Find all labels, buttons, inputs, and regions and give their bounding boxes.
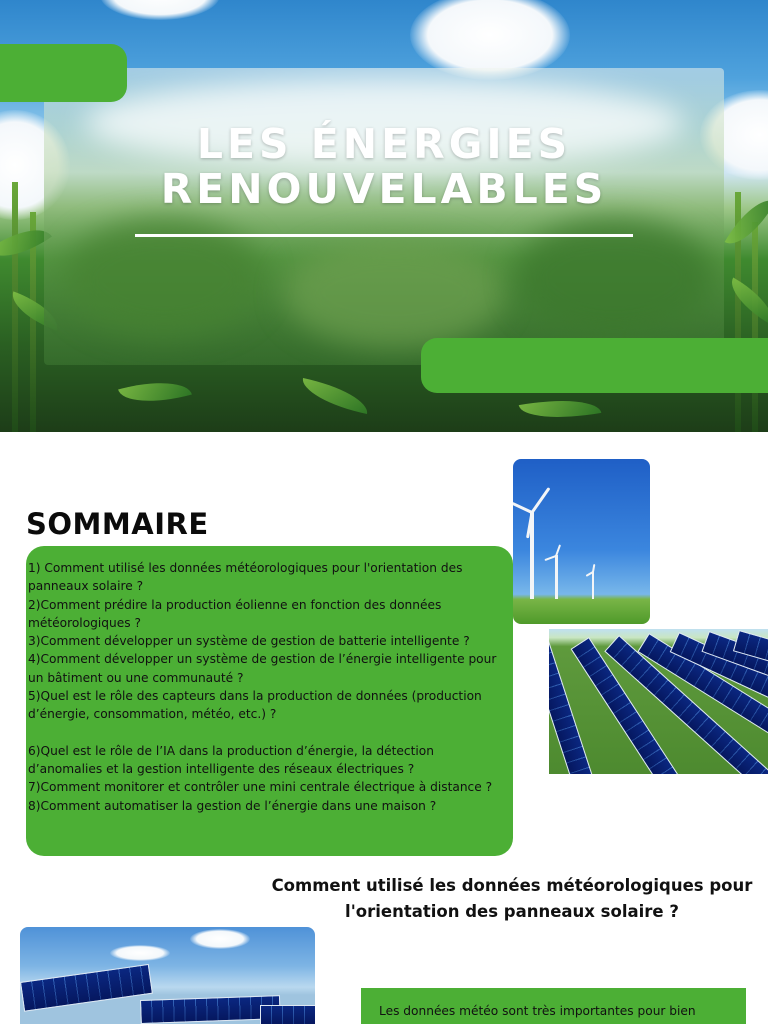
corn-stalk (752, 222, 758, 432)
section-heading: Comment utilisé les données météorologiques pour l'orientation des panneaux solaire ? (271, 876, 753, 921)
solar-panel-row (20, 964, 153, 1012)
sommaire-item: 1) Comment utilisé les données météorologiques pour l'orientation des panneaux solaire ? (28, 561, 463, 594)
page-title (44, 122, 724, 212)
solar-panels-photo (549, 629, 768, 774)
sommaire-item: 3)Comment développer un système de gestion de batterie intelligente ? (28, 634, 470, 649)
sommaire-item: 5)Quel est le rôle des capteurs dans la production de données (production d’énergie, consommation, météo, etc.) ? (28, 689, 482, 722)
corn-stalk (12, 182, 18, 432)
sommaire-item: 6)Quel est le rôle de l’IA dans la production d’énergie, la détection d’anomalies et la gestion intelligente des réseaux électriques ? (28, 743, 434, 776)
turbine-blade (513, 502, 533, 514)
green-accent-tab (0, 44, 127, 102)
list-spacer (28, 724, 511, 742)
cloud-shape (110, 945, 170, 961)
corn-leaf (118, 371, 192, 412)
sommaire-item: 7)Comment monitorer et contrôler une mini centrale électrique à distance ? (28, 780, 493, 795)
sommaire-heading: SOMMAIRE (26, 507, 209, 541)
solar-panels-sky-photo (20, 927, 315, 1024)
sommaire-item: 4)Comment développer un système de gestion de l’énergie intelligente pour un bâtiment ou une communauté ? (28, 652, 497, 685)
answer-box (361, 988, 746, 1024)
frosted-title-panel (44, 68, 724, 365)
green-accent-tab (421, 338, 768, 393)
cloud-shape (100, 0, 220, 20)
title-underline (135, 234, 633, 237)
turbine-mast (555, 555, 558, 599)
corn-leaf (519, 391, 602, 427)
corn-leaf (722, 277, 768, 324)
solar-panel-row (260, 1005, 315, 1024)
corn-leaf (725, 190, 768, 254)
hero-banner (0, 0, 768, 432)
turbine-blade (531, 487, 551, 513)
answer-text: Les données météo sont très importantes pour bien (379, 1004, 696, 1018)
title-line-1: LES ÉNERGIES (196, 120, 572, 168)
cloud-shape (190, 929, 250, 949)
turbine-mast (592, 571, 594, 599)
turbine-blade (555, 544, 561, 556)
sommaire-item: 8)Comment automatiser la gestion de l’énergie dans une maison ? (28, 798, 437, 813)
wind-turbines-photo (513, 459, 650, 624)
corn-leaf (298, 378, 371, 414)
blur-blob (284, 238, 504, 348)
sommaire-list (26, 546, 513, 856)
title-line-2: RENOUVELABLES (160, 165, 608, 214)
sommaire-item: 2)Comment prédire la production éolienne en fonction des données météorologiques ? (28, 597, 442, 630)
